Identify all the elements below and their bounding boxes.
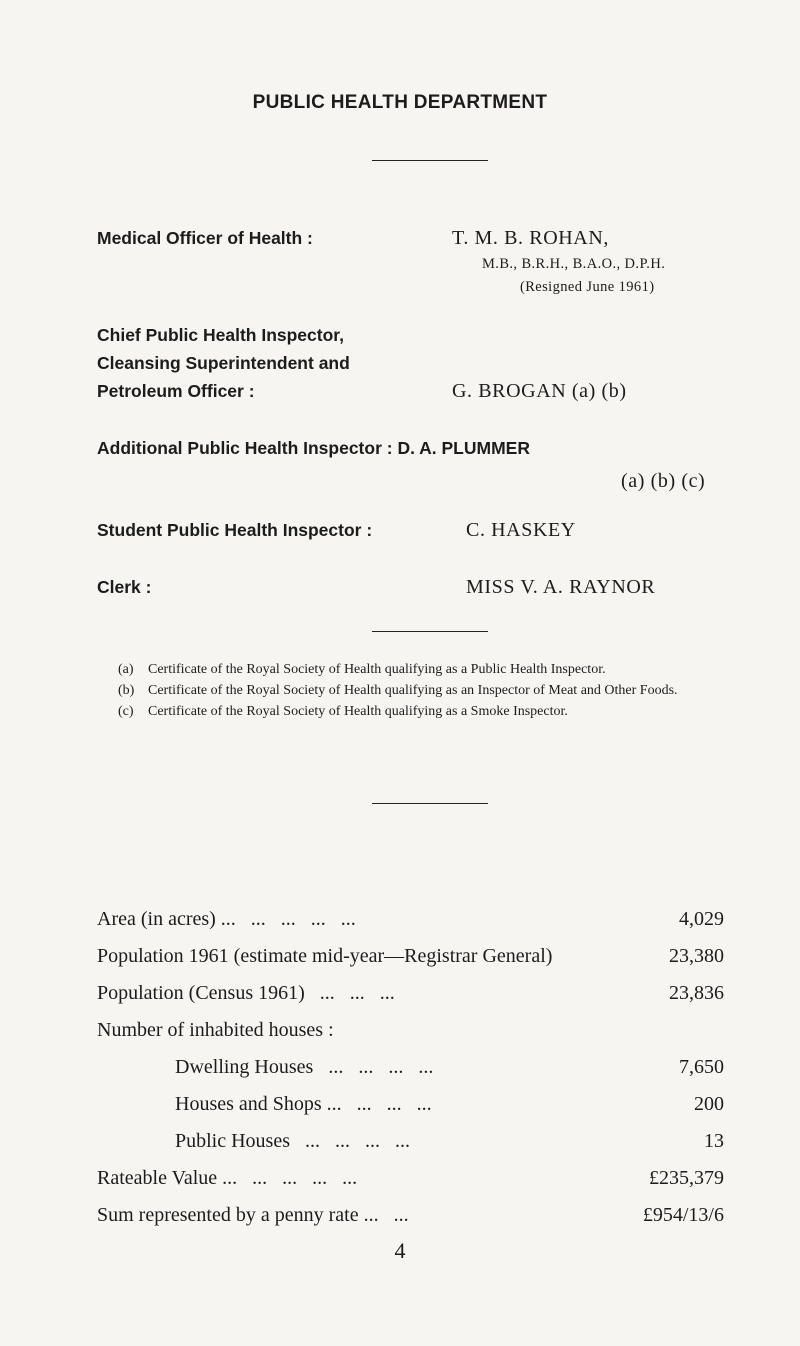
penny-rate-label: Sum represented by a penny rate ... ... <box>97 1204 409 1226</box>
footnote-text: Certificate of the Royal Society of Health qualifying as a Public Health Inspector. <box>148 662 606 677</box>
footnote-c <box>118 704 728 720</box>
footnote-b <box>118 683 728 699</box>
houses-shops-value: 200 <box>694 1093 724 1115</box>
moh-qualifications: M.B., B.R.H., B.A.O., D.P.H. <box>482 256 666 272</box>
moh-role: Medical Officer of Health : <box>97 228 313 248</box>
footnote-label: (b) <box>118 683 135 698</box>
chief-role-line-3: Petroleum Officer : <box>97 381 255 401</box>
clerk-name: MISS V. A. RAYNOR <box>466 576 656 598</box>
divider <box>372 803 488 804</box>
population-1961-label: Population 1961 (estimate mid-year—Registrar General) <box>97 945 553 967</box>
dwelling-houses-value: 7,650 <box>679 1056 724 1078</box>
population-1961-value: 23,380 <box>669 945 724 967</box>
footnote-label: (a) <box>118 662 134 677</box>
moh-note: (Resigned June 1961) <box>520 279 655 295</box>
additional-inspector <box>97 438 530 459</box>
student-name: C. HASKEY <box>466 519 576 541</box>
public-houses-value: 13 <box>704 1130 724 1152</box>
footnote-text: Certificate of the Royal Society of Health qualifying as an Inspector of Meat and Other Foods. <box>148 683 678 698</box>
penny-rate-value: £954/13/6 <box>642 1204 724 1226</box>
divider <box>372 160 488 161</box>
clerk-role: Clerk : <box>97 577 152 597</box>
inhabited-houses-label: Number of inhabited houses : <box>97 1019 334 1041</box>
census-label: Population (Census 1961) ... ... ... <box>97 982 395 1004</box>
chief-role-line-1: Chief Public Health Inspector, <box>97 325 344 345</box>
houses-shops-label: Houses and Shops ... ... ... ... <box>175 1093 432 1115</box>
moh-name: T. M. B. ROHAN, <box>452 227 609 249</box>
footnote-label: (c) <box>118 704 134 719</box>
rateable-value-text: Rateable Value ... ... ... ... ... <box>97 1167 358 1189</box>
census-value: 23,836 <box>669 982 724 1004</box>
area-label: Area (in acres) ... ... ... ... ... <box>97 908 356 930</box>
page-number: 4 <box>394 1238 406 1263</box>
rateable-value-label-row <box>97 1167 357 1190</box>
additional-qualifications: (a) (b) (c) <box>621 470 706 492</box>
footnote-text: Certificate of the Royal Society of Health qualifying as a Smoke Inspector. <box>148 704 568 719</box>
rateable-value-value: £235,379 <box>649 1167 724 1189</box>
chief-role-line-2: Cleansing Superintendent and <box>97 353 350 373</box>
footnote-a <box>118 662 728 678</box>
student-role: Student Public Health Inspector : <box>97 520 373 540</box>
divider <box>372 631 488 632</box>
chief-name: G. BROGAN (a) (b) <box>452 380 627 402</box>
public-houses-label: Public Houses ... ... ... ... <box>175 1130 410 1152</box>
dwelling-houses-label: Dwelling Houses ... ... ... ... <box>175 1056 434 1078</box>
footnotes <box>118 662 728 725</box>
additional-role: Additional Public Health Inspector : D. A. PLUMMER <box>97 438 530 458</box>
area-value: 4,029 <box>679 908 724 930</box>
page-title: PUBLIC HEALTH DEPARTMENT <box>252 92 548 113</box>
